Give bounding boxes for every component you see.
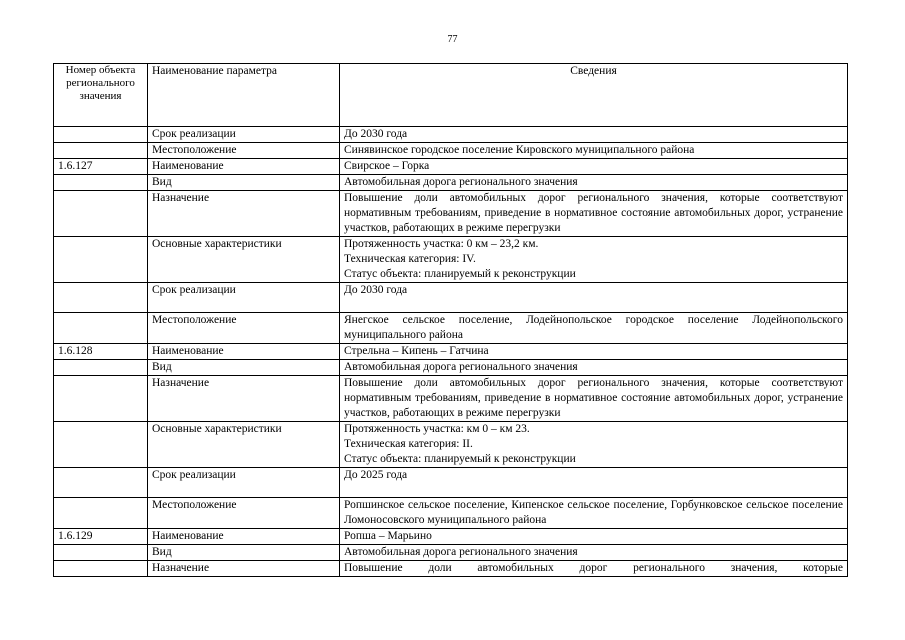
table-row (54, 422, 848, 468)
param-label: Местоположение (148, 498, 340, 529)
param-value: До 2030 года (340, 127, 848, 143)
param-value: Повышение доли автомобильных дорог регионального значения, которые соответствуют нормативным требованиям, приведение в нормативное состояние автомобильных дорог, устранение участков, работающих в режиме перегрузки (340, 191, 848, 237)
table-row (54, 376, 848, 422)
characteristic-line: Протяженность участка: км 0 – км 23. (344, 423, 530, 435)
object-number-cell (54, 468, 148, 498)
param-value: Повышение доли автомобильных дорог регионального значения, которые (340, 561, 848, 577)
param-label: Местоположение (148, 143, 340, 159)
table-row (54, 545, 848, 561)
table-row (54, 498, 848, 529)
param-label: Основные характеристики (148, 422, 340, 468)
header-object-number: Номер объекта регионального значения (54, 64, 148, 127)
object-number-cell (54, 360, 148, 376)
param-value: Ропшинское сельское поселение, Кипенское сельское поселение, Горбунковское сельское поселение Ломоносовского муниципального района (340, 498, 848, 529)
characteristic-line: Статус объекта: планируемый к реконструкции (344, 453, 576, 465)
object-number-cell (54, 127, 148, 143)
param-value: Синявинское городское поселение Кировского муниципального района (340, 143, 848, 159)
param-value: Янегское сельское поселение, Лодейнопольское городское поселение Лодейнопольского муниципального района (340, 313, 848, 344)
param-value: Автомобильная дорога регионального значения (340, 360, 848, 376)
characteristic-line: Техническая категория: IV. (344, 253, 476, 265)
param-value: До 2030 года (340, 283, 848, 313)
table-row (54, 191, 848, 237)
param-label: Наименование (148, 529, 340, 545)
page-number: 77 (447, 34, 458, 45)
table-row (54, 344, 848, 360)
param-label: Назначение (148, 561, 340, 577)
object-number: 1.6.129 (54, 529, 148, 545)
param-label: Наименование (148, 159, 340, 175)
object-number-cell (54, 545, 148, 561)
table-row (54, 237, 848, 283)
param-value: Ропша – Марьино (340, 529, 848, 545)
table-row (54, 159, 848, 175)
header-parameter-name: Наименование параметра (148, 64, 340, 127)
table-row (54, 127, 848, 143)
table-row (54, 561, 848, 577)
param-value: Повышение доли автомобильных дорог регионального значения, которые соответствуют нормативным требованиям, приведение в нормативное состояние автомобильных дорог, устранение участков, работающих в режиме перегрузки (340, 376, 848, 422)
object-number-cell (54, 561, 148, 577)
param-value: Автомобильная дорога регионального значения (340, 545, 848, 561)
object-number: 1.6.128 (54, 344, 148, 360)
param-label: Назначение (148, 376, 340, 422)
param-value: Свирское – Горка (340, 159, 848, 175)
param-label: Срок реализации (148, 283, 340, 313)
table-row (54, 468, 848, 498)
header-details: Сведения (340, 64, 848, 127)
param-label: Основные характеристики (148, 237, 340, 283)
object-number-cell (54, 175, 148, 191)
parameters-table (53, 63, 848, 577)
param-label: Срок реализации (148, 127, 340, 143)
param-label: Вид (148, 175, 340, 191)
param-label: Вид (148, 360, 340, 376)
table-header-row (54, 64, 848, 127)
param-value: До 2025 года (340, 468, 848, 498)
characteristic-line: Статус объекта: планируемый к реконструкции (344, 268, 576, 280)
object-number-cell (54, 283, 148, 313)
param-label: Местоположение (148, 313, 340, 344)
param-label: Срок реализации (148, 468, 340, 498)
characteristic-line: Протяженность участка: 0 км – 23,2 км. (344, 238, 539, 250)
object-number-cell (54, 191, 148, 237)
table-row (54, 360, 848, 376)
param-value (340, 422, 848, 468)
characteristic-line: Техническая категория: II. (344, 438, 473, 450)
object-number-cell (54, 313, 148, 344)
object-number-cell (54, 237, 148, 283)
object-number-cell (54, 422, 148, 468)
object-number: 1.6.127 (54, 159, 148, 175)
table-row (54, 529, 848, 545)
param-value: Автомобильная дорога регионального значения (340, 175, 848, 191)
table-row (54, 313, 848, 344)
param-label: Вид (148, 545, 340, 561)
table-row (54, 283, 848, 313)
param-value (340, 237, 848, 283)
table-row (54, 143, 848, 159)
object-number-cell (54, 143, 148, 159)
param-label: Наименование (148, 344, 340, 360)
param-value: Стрельна – Кипень – Гатчина (340, 344, 848, 360)
table-row (54, 175, 848, 191)
param-label: Назначение (148, 191, 340, 237)
object-number-cell (54, 498, 148, 529)
object-number-cell (54, 376, 148, 422)
